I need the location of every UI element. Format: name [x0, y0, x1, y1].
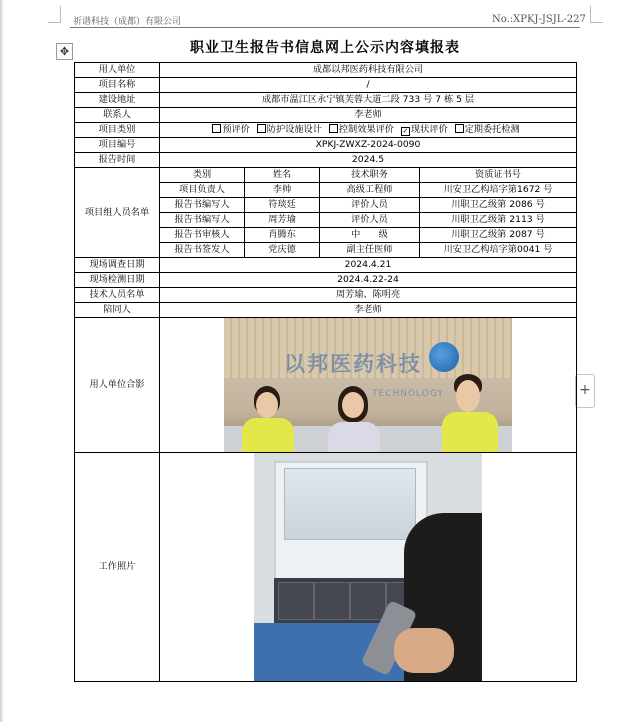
- member-cert[interactable]: 川职卫乙级第 2113 号: [420, 213, 577, 228]
- category-option-status-evaluation[interactable]: ✓ 现状评价: [402, 124, 448, 135]
- add-row-button[interactable]: +: [575, 374, 595, 408]
- address-label: 建设地址: [75, 93, 160, 108]
- person-middle-head: [342, 392, 364, 418]
- member-role[interactable]: 报告书编写人: [160, 213, 245, 228]
- page-corner-mark-left: [48, 6, 61, 23]
- member-name[interactable]: 党庆德: [245, 243, 320, 258]
- header-doc-number: No.:XPKJ-JSJL-227: [492, 14, 586, 25]
- fume-hood-glass: [284, 468, 416, 540]
- report-time-label: 报告时间: [75, 153, 160, 168]
- member-title[interactable]: 中 级: [320, 228, 420, 243]
- checkbox-pre-evaluation[interactable]: [212, 124, 221, 133]
- team-header-title: 技术职务: [320, 168, 420, 183]
- row-category: [75, 123, 577, 138]
- escort-value[interactable]: 李老师: [160, 303, 577, 318]
- member-name[interactable]: 符琰廷: [245, 198, 320, 213]
- photo-company-sign: 以邦医药科技: [284, 351, 422, 376]
- page-edge-shadow: [0, 0, 4, 722]
- employer-value[interactable]: 成都以邦医药科技有限公司: [160, 63, 577, 78]
- category-option-protection-design[interactable]: 防护设施设计: [257, 124, 322, 135]
- row-site-test-date: [75, 273, 577, 288]
- member-role[interactable]: 报告书签发人: [160, 243, 245, 258]
- page-corner-mark-right: [590, 6, 603, 23]
- escort-label: 陪同人: [75, 303, 160, 318]
- work-photo-label: 工作照片: [75, 453, 160, 682]
- site-test-date-label: 现场检测日期: [75, 273, 160, 288]
- site-test-date-value[interactable]: 2024.4.22-24: [160, 273, 577, 288]
- group-photo-label: 用人单位合影: [75, 318, 160, 453]
- photo-company-sign-en: TECHNOLOGY: [372, 389, 444, 399]
- person-left-head: [256, 392, 278, 418]
- disclosure-form-table: [74, 62, 577, 682]
- header-rule: [70, 27, 580, 28]
- category-option-control-effect[interactable]: 控制效果评价: [329, 124, 394, 135]
- member-title[interactable]: 高级工程师: [320, 183, 420, 198]
- category-options: [160, 123, 577, 138]
- category-label: 项目类别: [75, 123, 160, 138]
- project-no-value[interactable]: XPKJ-ZWXZ-2024-0090: [160, 138, 577, 153]
- contact-label: 联系人: [75, 108, 160, 123]
- site-survey-date-label: 现场调查日期: [75, 258, 160, 273]
- work-photo-image[interactable]: [254, 453, 482, 681]
- employer-label: 用人单位: [75, 63, 160, 78]
- checkbox-periodic-test[interactable]: [455, 124, 464, 133]
- row-report-time: [75, 153, 577, 168]
- member-role[interactable]: 报告书审核人: [160, 228, 245, 243]
- checkbox-protection-design[interactable]: [257, 124, 266, 133]
- site-survey-date-value[interactable]: 2024.4.21: [160, 258, 577, 273]
- row-employer: [75, 63, 577, 78]
- row-escort: [75, 303, 577, 318]
- category-option-pre-evaluation[interactable]: 预评价: [212, 124, 250, 135]
- member-name[interactable]: 周芳瑜: [245, 213, 320, 228]
- person-middle: [328, 422, 380, 452]
- row-project-no: [75, 138, 577, 153]
- member-cert[interactable]: 川职卫乙级第 2086 号: [420, 198, 577, 213]
- team-header-name: 姓名: [245, 168, 320, 183]
- checkbox-control-effect[interactable]: [329, 124, 338, 133]
- row-work-photo: [75, 453, 577, 682]
- row-site-survey-date: [75, 258, 577, 273]
- document-title: 职业卫生报告书信息网上公示内容填报表: [190, 40, 460, 56]
- person-right-head: [456, 380, 480, 412]
- group-photo-image[interactable]: [224, 318, 512, 452]
- member-role[interactable]: 报告书编写人: [160, 198, 245, 213]
- row-address: [75, 93, 577, 108]
- company-logo-icon: [429, 342, 459, 372]
- work-photo-cell[interactable]: [160, 453, 577, 682]
- team-header-row: [75, 168, 577, 183]
- member-name[interactable]: 李帅: [245, 183, 320, 198]
- member-title[interactable]: 评价人员: [320, 198, 420, 213]
- row-technicians: [75, 288, 577, 303]
- person-right: [442, 412, 498, 452]
- operator-hand: [394, 628, 454, 673]
- team-header-cert: 资质证书号: [420, 168, 577, 183]
- row-contact: [75, 108, 577, 123]
- member-cert[interactable]: 川职卫乙级第 2087 号: [420, 228, 577, 243]
- row-project-name: [75, 78, 577, 93]
- project-no-label: 项目编号: [75, 138, 160, 153]
- person-left: [242, 418, 294, 452]
- checkbox-status-evaluation[interactable]: ✓: [402, 127, 409, 135]
- member-title[interactable]: 副主任医师: [320, 243, 420, 258]
- category-option-periodic-test[interactable]: 定期委托检测: [455, 124, 520, 135]
- member-title[interactable]: 评价人员: [320, 213, 420, 228]
- project-name-label: 项目名称: [75, 78, 160, 93]
- technicians-value[interactable]: 周芳瑜、陈明亮: [160, 288, 577, 303]
- member-role[interactable]: 项目负责人: [160, 183, 245, 198]
- member-name[interactable]: 肖腾东: [245, 228, 320, 243]
- table-move-handle-icon[interactable]: ✥: [56, 43, 73, 60]
- group-photo-cell[interactable]: [160, 318, 577, 453]
- report-time-value[interactable]: 2024.5: [160, 153, 577, 168]
- team-header-role: 类别: [160, 168, 245, 183]
- row-group-photo: [75, 318, 577, 453]
- address-value[interactable]: 成都市温江区永宁镇芙蓉大道二段 733 号 7 栋 5 层: [160, 93, 577, 108]
- contact-value[interactable]: 李老师: [160, 108, 577, 123]
- team-label: 项目组人员名单: [75, 168, 160, 258]
- technicians-label: 技术人员名单: [75, 288, 160, 303]
- project-name-value[interactable]: /: [160, 78, 577, 93]
- member-cert[interactable]: 川安卫乙构培字第0041 号: [420, 243, 577, 258]
- header-company: 祈谱科技（成都）有限公司: [73, 17, 182, 27]
- member-cert[interactable]: 川安卫乙构培字第1672 号: [420, 183, 577, 198]
